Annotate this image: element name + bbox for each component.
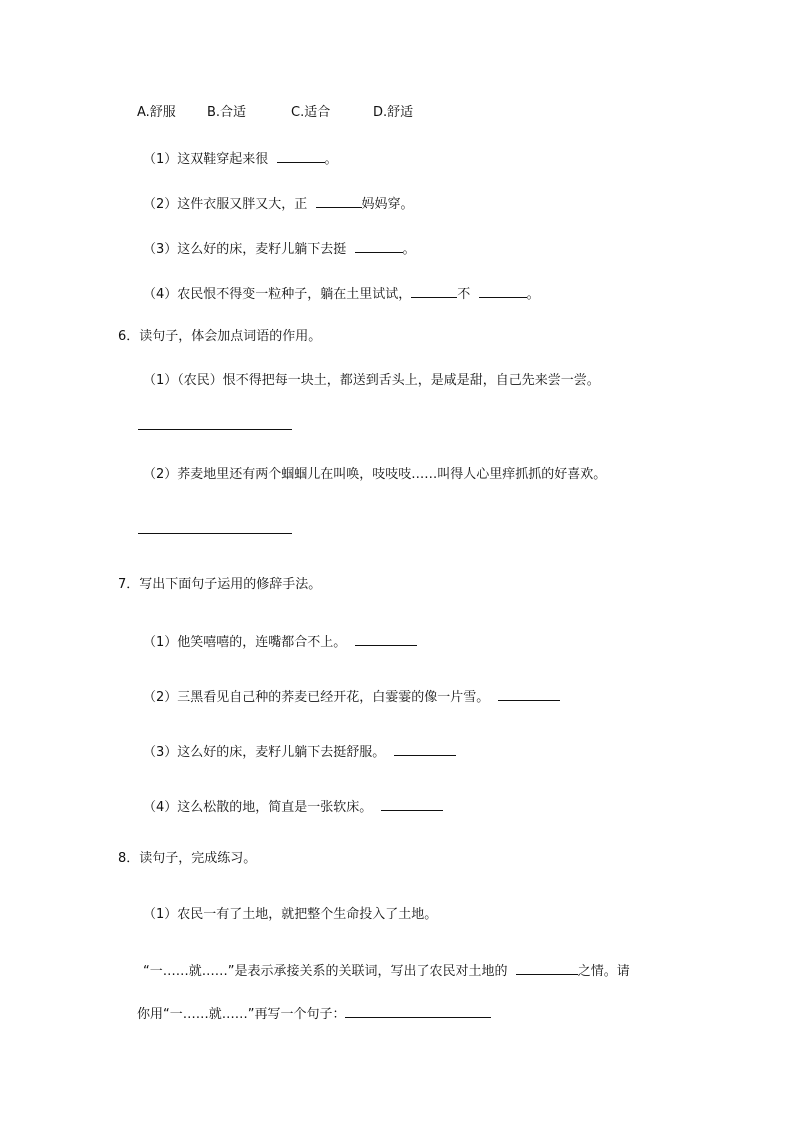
q6-item-1: （1）（农民）恨不得把每一块土，都送到舌头上，是咸是甜，自己先来尝一尝。 xyxy=(143,373,600,388)
q5-item-1-end: 。 xyxy=(324,152,338,167)
q8-para2-text: 你用“一……就……”再写一个句子： xyxy=(137,1007,346,1022)
q8-para-end: 之情。请 xyxy=(577,964,630,979)
q7-item-3 xyxy=(143,741,456,762)
option-d: D.舒适 xyxy=(373,105,414,120)
q5-item-4-text: （4）农民恨不得变一粒种子，躺在土里试试， xyxy=(143,287,412,302)
answer-blank[interactable] xyxy=(316,193,362,208)
q7-item-4-text: （4）这么松散的地，简直是一张软床。 xyxy=(143,800,373,815)
answer-blank[interactable] xyxy=(345,1003,491,1018)
answer-blank[interactable] xyxy=(277,148,325,163)
q8-paragraph-line-1 xyxy=(143,960,630,981)
q5-item-1 xyxy=(143,148,338,169)
q5-item-4-end: 。 xyxy=(526,287,540,302)
option-c: C.适合 xyxy=(291,105,331,120)
q5-item-3-text: （3）这么好的床，麦籽儿躺下去挺 xyxy=(143,242,347,257)
answer-line[interactable] xyxy=(138,533,292,534)
q5-item-2-end: 妈妈穿。 xyxy=(361,197,414,212)
answer-blank[interactable] xyxy=(479,283,527,298)
answer-blank[interactable] xyxy=(516,960,578,975)
q6-title: 6．读句子，体会加点词语的作用。 xyxy=(118,329,322,344)
answer-blank[interactable] xyxy=(498,686,560,701)
q7-title: 7．写出下面句子运用的修辞手法。 xyxy=(118,577,322,592)
answer-blank[interactable] xyxy=(394,741,456,756)
answer-blank[interactable] xyxy=(355,631,417,646)
option-a: A.舒服 xyxy=(137,105,176,120)
q7-item-1 xyxy=(143,631,417,652)
answer-line[interactable] xyxy=(138,429,292,430)
q5-item-4-mid: 不 xyxy=(457,287,471,302)
answer-blank[interactable] xyxy=(411,283,457,298)
q8-paragraph-line-2 xyxy=(137,1003,491,1024)
q8-sentence: （1）农民一有了土地，就把整个生命投入了土地。 xyxy=(143,907,438,922)
q8-para-text: “一……就……”是表示承接关系的关联词，写出了农民对土地的 xyxy=(143,964,508,979)
q5-item-2 xyxy=(143,193,414,214)
q6-item-2: （2）荞麦地里还有两个蝈蝈儿在叫唤，吱吱吱……叫得人心里痒抓抓的好喜欢。 xyxy=(143,467,607,482)
answer-blank[interactable] xyxy=(381,796,443,811)
q5-item-3-end: 。 xyxy=(402,242,416,257)
q7-item-4 xyxy=(143,796,443,817)
q5-item-4 xyxy=(143,283,540,304)
q7-item-2 xyxy=(143,686,560,707)
q7-item-1-text: （1）他笑嘻嘻的，连嘴都合不上。 xyxy=(143,635,347,650)
q8-title: 8．读句子，完成练习。 xyxy=(118,851,257,866)
q7-item-3-text: （3）这么好的床，麦籽儿躺下去挺舒服。 xyxy=(143,745,386,760)
q5-options xyxy=(137,104,413,122)
option-b: B.合适 xyxy=(207,105,247,120)
q7-item-2-text: （2）三黑看见自己种的荞麦已经开花，白霎霎的像一片雪。 xyxy=(143,690,490,705)
answer-blank[interactable] xyxy=(355,238,403,253)
q5-item-2-text: （2）这件衣服又胖又大，正 xyxy=(143,197,308,212)
q5-item-1-text: （1）这双鞋穿起来很 xyxy=(143,152,269,167)
q5-item-3 xyxy=(143,238,416,259)
